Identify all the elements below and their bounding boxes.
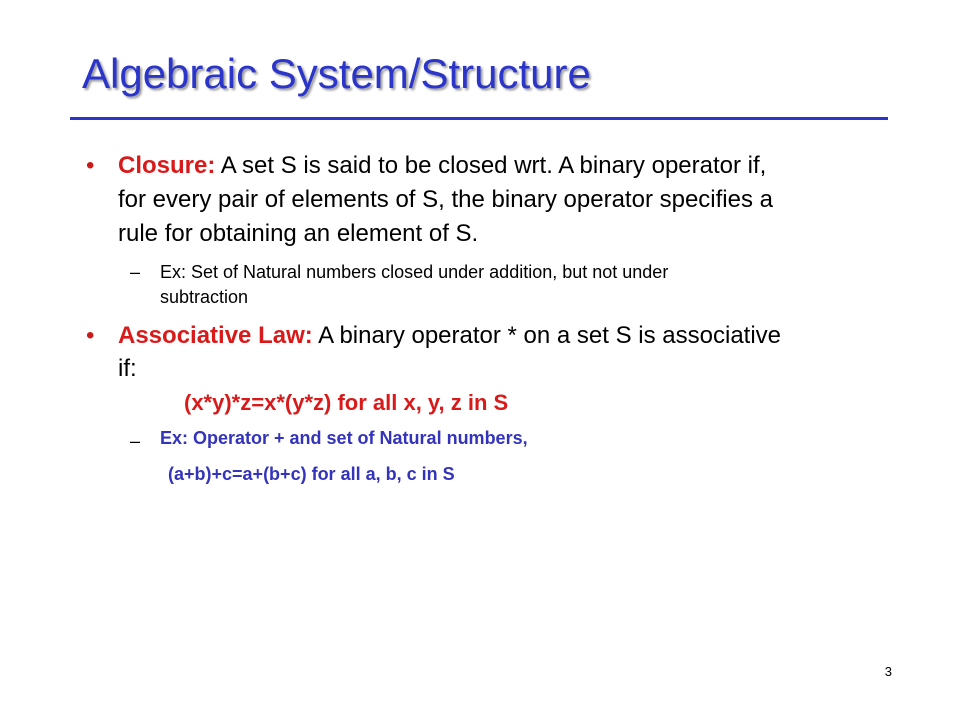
bullet-associative: • — [86, 322, 95, 349]
closure-example-line-2: subtraction — [160, 287, 249, 307]
associative-example-line-1: Ex: Operator + and set of Natural numbers, — [160, 428, 528, 448]
closure-example-line-1: Ex: Set of Natural numbers closed under addition, but not under — [160, 262, 669, 282]
closure-text-1: A set S is said to be closed wrt. A binary operator if, — [215, 152, 767, 179]
slide-title: Algebraic System/Structure — [82, 50, 591, 97]
closure-line-1 — [118, 149, 766, 183]
closure-line-3: rule for obtaining an element of S. — [118, 220, 479, 247]
page-number: 3 — [884, 664, 892, 679]
sub-bullet-closure-example: – — [130, 262, 141, 282]
associative-text-1: A binary operator * on a set S is associative — [312, 322, 782, 349]
sub-bullet-associative-example: – — [130, 431, 141, 451]
bullet-closure: • — [86, 152, 95, 179]
associative-formula: (x*y)*z=x*(y*z) for all x, y, z in S — [184, 390, 509, 415]
associative-example-line-2: (a+b)+c=a+(b+c) for all a, b, c in S — [168, 464, 455, 484]
associative-line-2: if: — [118, 355, 137, 382]
associative-term: Associative Law: — [118, 322, 313, 349]
title-underline — [70, 117, 888, 120]
associative-line-1 — [118, 319, 781, 353]
closure-line-2: for every pair of elements of S, the binary operator specifies a — [118, 186, 773, 213]
closure-term: Closure: — [118, 152, 216, 179]
